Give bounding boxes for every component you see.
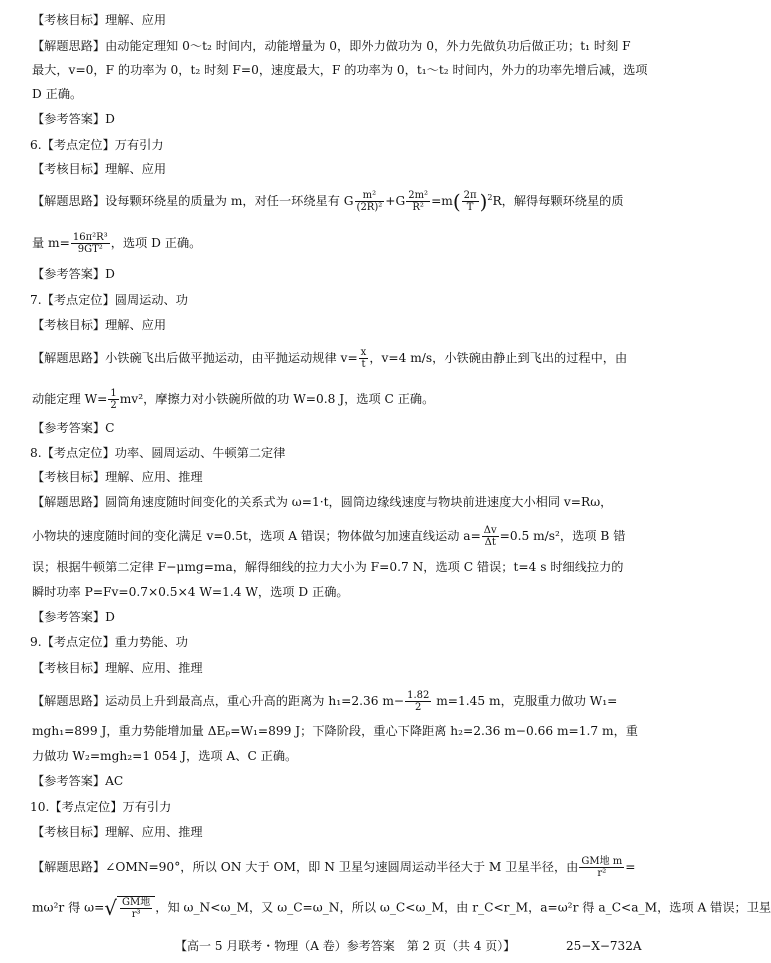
text: mv²，摩擦力对小铁碗所做的功 W=0.8 J，选项 C 正确。 [119, 392, 435, 406]
fraction: $\frac{\text{GM地 m}}{\text{r²}}$ [581, 856, 623, 879]
solution-line [32, 690, 649, 713]
solution-line: 瞬时功率 P=Fv=0.7×0.5×4 W=1.4 W，选项 D 正确。 [32, 585, 349, 599]
solution-line: 【解题思路】圆筒角速度随时间变化的关系式为 ω=1·t，圆筒边缘线速度与物块前进速度大小相同 v=Rω， [32, 495, 613, 509]
answer-line: 【参考答案】D [32, 112, 115, 126]
text: 【解题思路】运动员上升到最高点，重心升高的距离为 h₁=2.36 m− [32, 694, 405, 708]
text: mω²r 得 ω= [32, 900, 105, 915]
fraction: $\frac{\text{2m²}}{\text{R²}}$ [408, 190, 429, 214]
solution-line: 【解题思路】由动能定理知 0～t₂ 时间内，动能增量为 0，即外力做功为 0，外力先做负功后做正功；t₁ 时刻 F [32, 39, 631, 53]
fraction: $\frac{2\pi}{T}$ [463, 190, 477, 214]
footer-title: 【高一 5 月联考・物理（A 卷）参考答案 第 2 页（共 4 页）】 [175, 939, 516, 953]
answer-line: 【参考答案】D [32, 267, 115, 281]
answer-line: 【参考答案】D [32, 610, 115, 624]
text: 【解题思路】小铁碗飞出后做平抛运动，由平抛运动规律 v= [32, 351, 358, 365]
solution-line [32, 525, 649, 548]
answer-line: 【参考答案】AC [32, 774, 124, 788]
solution-line: mω²r 得 ω=√ $\frac{\text{GM地}}{\text{r³}}$ ，知 ω_N<ω_M，又 ω_C=ω_N，所以 ω_C<ω_M，由 r_C<r_M，a=ω²r 得 a_C<a_M，选项 A 错误；卫星 [32, 896, 771, 920]
text: 【解题思路】设每颗环绕星的质量为 m，对任一环绕星有 G [32, 194, 354, 209]
fraction: $\frac{x}{t}$ [360, 347, 367, 370]
text: ，v=4 m/s，小铁碗由静止到飞出的过程中，由 [369, 351, 628, 365]
solution-line: 最大，v=0，F 的功率为 0，t₂ 时刻 F=0，速度最大，F 的功率为 0，t₁～t₂ 时间内，外力的功率先增后减，选项 [32, 63, 648, 77]
solution-line [32, 856, 649, 879]
footer-code: 25−X−732A [566, 939, 642, 953]
text: =0.5 m/s²，选项 B 错 [499, 529, 626, 543]
question-7-title: 7.【考点定位】圆周运动、功 [30, 293, 188, 307]
fraction: $\frac{1}{2}$ [110, 388, 117, 411]
text: +G [385, 194, 406, 209]
text: 【解题思路】∠OMN=90°，所以 ON 大于 OM，即 N 卫星匀速圆周运动半径大于 M 卫星半径，由 [32, 860, 579, 874]
solution-line [32, 388, 649, 411]
solution-line: 【解题思路】设每颗环绕星的质量为 m，对任一环绕星有 G $\frac{\text{m²}}{\text{(2R)²}}$ +G $\frac{\text{2m²}}{\text{R²}}$ =m( $\frac{2\pi}{T}$ )$^2$R，解得每颗环绕星的质 [32, 189, 624, 214]
target-line: 【考核目标】理解、应用 [32, 162, 167, 176]
question-6-title: 6.【考点定位】万有引力 [30, 138, 164, 152]
text: 小物块的速度随时间的变化满足 v=0.5t，选项 A 错误；物体做匀加速直线运动 a= [32, 529, 481, 543]
question-10-title: 10.【考点定位】万有引力 [30, 800, 172, 814]
fraction: $\frac{\text{m²}}{\text{(2R)²}}$ [356, 190, 383, 214]
solution-line: mgh₁=899 J，重力势能增加量 ΔEₚ=W₁=899 J；下降阶段，重心下降距离 h₂=2.36 m−0.66 m=1.7 m，重 [32, 724, 638, 738]
text: 动能定理 W= [32, 392, 108, 406]
solution-line [32, 347, 649, 370]
text: 量 m= [32, 236, 70, 250]
target-line: 【考核目标】理解、应用 [32, 13, 167, 27]
solution-line: 误；根据牛顿第二定律 F−μmg=ma，解得细线的拉力大小为 F=0.7 N，选项 C 错误；t=4 s 时细线拉力的 [32, 560, 624, 574]
fraction: $\frac{\Delta v}{\Delta t}$ [483, 525, 497, 548]
text: ，知 ω_N<ω_M，又 ω_C=ω_N，所以 ω_C<ω_M，由 r_C<r_M，a=ω²r 得 a_C<a_M，选项 A 错误；卫星 [155, 900, 771, 915]
target-line: 【考核目标】理解、应用、推理 [32, 825, 203, 839]
text: =m [431, 194, 453, 209]
target-line: 【考核目标】理解、应用、推理 [32, 661, 203, 675]
fraction: $\frac{1.82}{2}$ [407, 690, 430, 713]
text: = [625, 860, 636, 874]
fraction: $\frac{\text{GM地}}{\text{r³}}$ [122, 897, 151, 920]
text: ，选项 D 正确。 [110, 236, 202, 250]
question-9-title: 9.【考点定位】重力势能、功 [30, 635, 188, 649]
solution-line [32, 232, 649, 255]
solution-line: 力做功 W₂=mgh₂=1 054 J，选项 A、C 正确。 [32, 749, 298, 763]
text: m=1.45 m，克服重力做功 W₁= [432, 694, 618, 708]
target-line: 【考核目标】理解、应用 [32, 318, 167, 332]
question-8-title: 8.【考点定位】功率、圆周运动、牛顿第二定律 [30, 446, 286, 460]
solution-line: D 正确。 [32, 87, 83, 101]
fraction: $\frac{\text{16π²R³}}{\text{9GT²}}$ [72, 232, 108, 255]
answer-line: 【参考答案】C [32, 421, 115, 435]
target-line: 【考核目标】理解、应用、推理 [32, 470, 203, 484]
text: R，解得每颗环绕星的质 [492, 194, 624, 209]
